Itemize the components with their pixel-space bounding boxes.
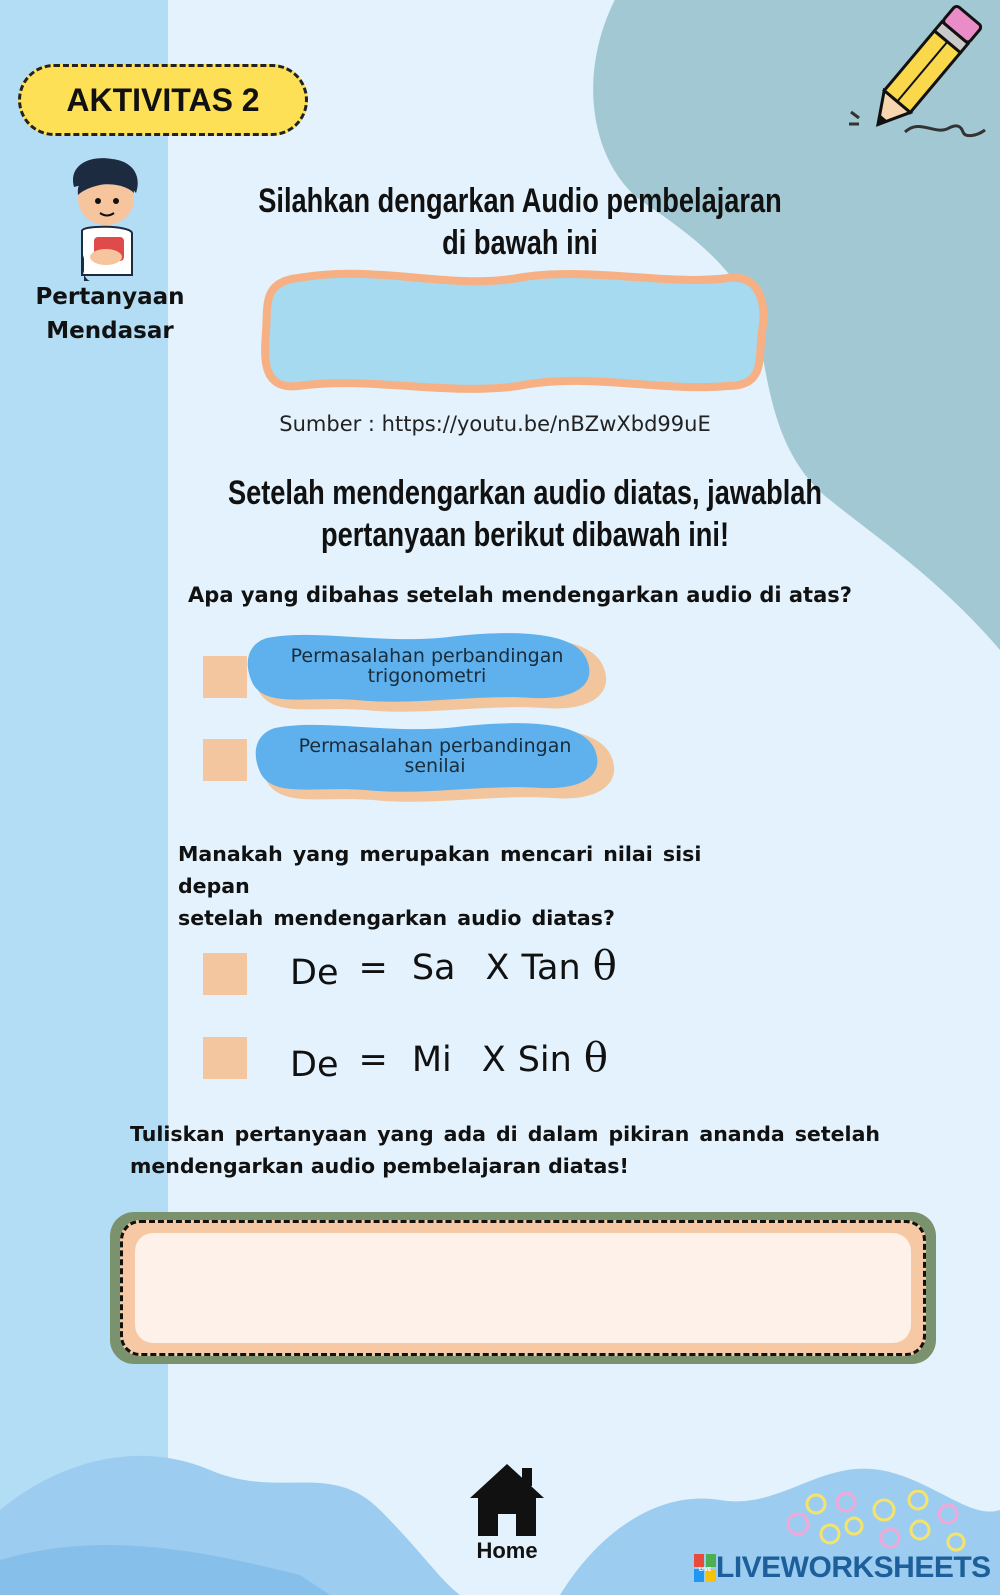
question2-option2-checkbox[interactable]: [203, 1037, 247, 1079]
liveworksheets-mark-icon: [694, 1554, 716, 1582]
formula-lhs: De: [290, 953, 339, 993]
student-illustration: [60, 155, 150, 285]
question2-line2: setelah mendengarkan audio diatas?: [178, 906, 615, 930]
formula-term: Sa: [411, 948, 456, 988]
liveworksheets-logo: [694, 1548, 991, 1588]
audio-heading-line2: di bawah ini: [442, 224, 598, 262]
activity-badge-label: AKTIVITAS 2: [66, 81, 260, 118]
answer-frame-inner: [120, 1220, 926, 1356]
instruction-line2: pertanyaan berikut dibawah ini!: [320, 516, 730, 554]
home-button[interactable]: [462, 1460, 552, 1570]
question1-option2[interactable]: [253, 722, 623, 810]
theta-symbol: θ: [592, 943, 617, 989]
brand-mark-text: LIVE: [698, 1567, 712, 1573]
audio-source: Sumber : https://youtu.be/nBZwXbd99uE: [279, 412, 711, 436]
formula-lhs: De: [290, 1045, 339, 1085]
question2-text: [178, 838, 778, 934]
formula-equals: =: [358, 1040, 388, 1080]
answer-frame: [110, 1212, 936, 1364]
question1-option2-checkbox[interactable]: [203, 739, 247, 781]
formula-function: Sin: [517, 1040, 572, 1080]
formula-equals: =: [358, 948, 388, 988]
sidebar-label: [20, 280, 200, 348]
question1-option1-checkbox[interactable]: [203, 656, 247, 698]
formula-multiply: X: [485, 948, 510, 988]
option-line1: Permasalahan perbandingan: [290, 645, 564, 667]
question2-option1-checkbox[interactable]: [203, 953, 247, 995]
option-line1: Permasalahan perbandingan: [298, 735, 572, 757]
question3-answer-input[interactable]: [135, 1233, 911, 1343]
question2-line1: Manakah yang merupakan mencari nilai sisi depan: [178, 842, 702, 898]
activity-badge: [18, 64, 308, 136]
question3-text: Tuliskan pertanyaan yang ada di dalam pikiran ananda setelah mendengarkan audio pembelajaran diatas!: [130, 1122, 880, 1178]
liveworksheets-wordmark: LIVEWORKSHEETS: [716, 1551, 991, 1584]
formula-term: Mi: [411, 1040, 452, 1080]
question1-option1-label: [267, 646, 587, 686]
sidebar-label-line2: Mendasar: [46, 318, 174, 344]
instruction-line1: Setelah mendengarkan audio diatas, jawablah: [227, 474, 823, 512]
question2-option2-formula: [290, 1035, 608, 1086]
home-icon: [466, 1460, 548, 1538]
sidebar-label-line1: Pertanyaan: [35, 284, 185, 310]
option-line2: trigonometri: [367, 665, 487, 687]
question2-option1-formula: [290, 943, 617, 994]
audio-heading: [232, 180, 808, 264]
theta-symbol: θ: [583, 1035, 608, 1081]
audio-player[interactable]: [258, 268, 770, 396]
formula-multiply: X: [481, 1040, 506, 1080]
question1-option2-label: [275, 736, 595, 776]
option-line2: senilai: [404, 755, 466, 777]
question1-option1[interactable]: [245, 632, 615, 720]
formula-function: Tan: [521, 948, 581, 988]
home-label: Home: [476, 1538, 538, 1563]
question1-text: Apa yang dibahas setelah mendengarkan audio di atas?: [188, 583, 852, 607]
instruction-heading: [225, 472, 825, 556]
pencil-icon: [845, 0, 990, 150]
audio-heading-line1: Silahkan dengarkan Audio pembelajaran: [258, 182, 782, 220]
